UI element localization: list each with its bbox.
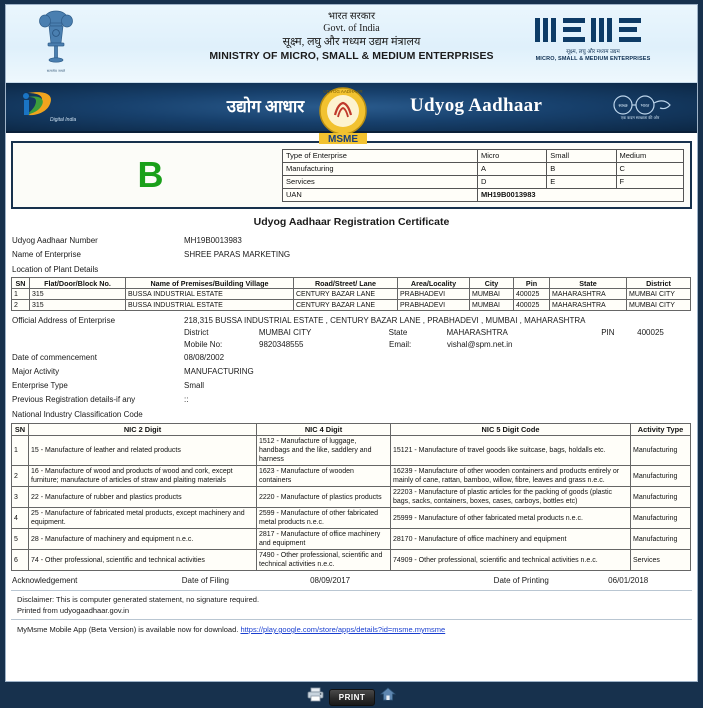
date-commencement-row: [6, 351, 697, 365]
cell-district: MUMBAI CITY: [627, 300, 691, 311]
cell-nic-2digit: 22 - Manufacture of rubber and plastics products: [29, 487, 257, 508]
svg-text:भारत: भारत: [640, 103, 650, 108]
table-row: [283, 188, 684, 201]
cell-nic-2digit: 16 - Manufacture of wood and products of wood and cork, except furniture; manufacture of articles of straw and plaiting materials: [29, 466, 257, 487]
cell-nic-sn: 5: [12, 529, 29, 550]
district-label: District: [184, 328, 209, 337]
email-value: vishal@spm.net.in: [447, 340, 513, 349]
udyog-aadhaar-banner: [6, 83, 697, 145]
mobile-app-line: [11, 619, 692, 638]
cell-nic-4digit: 1623 - Manufacture of wooden containers: [257, 466, 391, 487]
date-of-filing-value: 08/09/2017: [310, 576, 351, 585]
enterprise-type-value: Small: [184, 381, 205, 390]
enterprise-name-label: Name of Enterprise: [12, 250, 81, 259]
cell-nic-2digit: 25 - Manufacture of fabricated metal products, except machinery and equipment.: [29, 508, 257, 529]
enterprise-name-row: [6, 248, 697, 262]
cell-pin: 400025: [514, 289, 550, 300]
uan-label: UAN: [283, 188, 478, 201]
msme-bars: [513, 15, 673, 45]
banner-title-hindi: उद्योग आधार: [226, 97, 305, 116]
table-row: [283, 162, 684, 175]
cell-activity-type: Manufacturing: [631, 529, 691, 550]
cell-activity-type: Manufacturing: [631, 487, 691, 508]
col-city: City: [470, 278, 514, 289]
cell-nic-2digit: 74 - Other professional, scientific and technical activities: [29, 550, 257, 571]
home-icon[interactable]: [380, 687, 396, 707]
cell-city: MUMBAI: [470, 300, 514, 311]
mobile-app-text: MyMsme Mobile App (Beta Version) is available now for download.: [17, 625, 239, 634]
col-flat-door-block: Flat/Door/Block No.: [30, 278, 126, 289]
cell-area: PRABHADEVI: [398, 289, 470, 300]
date-of-printing-label: Date of Printing: [493, 576, 549, 585]
state-label: State: [388, 328, 408, 337]
table-row: [12, 487, 691, 508]
printer-icon[interactable]: [307, 687, 324, 707]
cell-nic-sn: 6: [12, 550, 29, 571]
cell-pin: 400025: [514, 300, 550, 311]
udyog-aadhaar-number-label: Udyog Aadhaar Number: [12, 236, 98, 245]
district-value: MUMBAI CITY: [258, 328, 312, 337]
cell-state: MAHARASHTRA: [550, 289, 627, 300]
nic-section-label: National Industry Classification Code: [12, 410, 143, 419]
msme-subtitle-english: MICRO, SMALL & MEDIUM ENTERPRISES: [535, 56, 651, 62]
previous-registration-label: Previous Registration details-if any: [12, 395, 136, 404]
cell-sn: 1: [12, 289, 30, 300]
cell-nic-2digit: 15 - Manufacture of leather and related products: [29, 436, 257, 466]
date-commencement-value: 08/08/2002: [184, 353, 225, 362]
table-row: [283, 149, 684, 162]
cell-nic-5digit: 28170 - Manufacture of office machinery and equipment: [391, 529, 631, 550]
enterprise-type-box: [11, 141, 692, 209]
svg-text:MSME: MSME: [328, 134, 358, 145]
col-pin: Pin: [514, 278, 550, 289]
ministry-hindi: सूक्ष्म, लघु और मध्यम उद्यम मंत्रालय: [282, 36, 421, 48]
table-row: [12, 466, 691, 487]
enterprise-type-label: Enterprise Type: [12, 381, 68, 390]
plant-details-table: [11, 277, 691, 311]
table-row: [12, 300, 691, 311]
udyog-aadhaar-number-value: MH19B0013983: [184, 236, 242, 245]
page-title: Udyog Aadhaar Registration Certificate: [253, 216, 450, 228]
banner-title-english: Udyog Aadhaar: [410, 95, 543, 116]
udyog-aadhaar-seal-icon: [308, 85, 378, 147]
etype-services-micro: D: [477, 175, 546, 188]
cell-activity-type: Services: [631, 550, 691, 571]
official-address-block: [6, 311, 697, 351]
cell-nic-sn: 1: [12, 436, 29, 466]
col-district: District: [627, 278, 691, 289]
etype-manufacturing-medium: C: [616, 162, 683, 175]
disclaimer-block: [11, 590, 692, 616]
address-district-state-row: [6, 327, 697, 339]
msme-subtitle-hindi: सूक्ष्म, लघु और मध्यम उद्यम: [566, 49, 620, 55]
etype-manufacturing-small: B: [547, 162, 616, 175]
location-plant-label: Location of Plant Details: [12, 265, 99, 274]
etype-header-label: Type of Enterprise: [283, 149, 478, 162]
cell-activity-type: Manufacturing: [631, 508, 691, 529]
col-nic-sn: SN: [12, 424, 29, 436]
official-address-label: Official Address of Enterprise: [12, 316, 116, 325]
govt-india-hindi: भारत सरकार: [327, 11, 376, 22]
udyog-aadhaar-number-row: [6, 234, 697, 248]
col-road-street-lane: Road/Street/ Lane: [294, 278, 398, 289]
email-label: Email:: [389, 340, 412, 349]
cell-nic-4digit: 1512 - Manufacture of luggage, handbags and the like, saddlery and harness: [257, 436, 391, 466]
etype-services-label: Services: [283, 175, 478, 188]
govt-india-english: Govt. of India: [323, 23, 380, 34]
col-state: State: [550, 278, 627, 289]
official-address-value: 218,315 BUSSA INDUSTRIAL ESTATE , CENTURY BAZAR LANE , PRABHADEVI , MUMBAI , MAHARASHTRA: [184, 316, 586, 325]
official-address-row: [6, 315, 697, 327]
col-nic-2digit: NIC 2 Digit: [29, 424, 257, 436]
enterprise-type-table: [282, 149, 684, 202]
play-store-link[interactable]: https://play.google.com/store/apps/details?id=msme.mymsme: [240, 625, 446, 634]
ministry-english: MINISTRY OF MICRO, SMALL & MEDIUM ENTERPRISES: [209, 50, 494, 62]
cell-nic-5digit: 16239 - Manufacture of other wooden containers and products entirely or mainly of cane, rattan, bamboo, willow, fibre, leaves and grass n.e.c.: [391, 466, 631, 487]
date-of-printing-value: 06/01/2018: [608, 576, 649, 585]
col-area-locality: Area/Locality: [398, 278, 470, 289]
cell-district: MUMBAI CITY: [627, 289, 691, 300]
document-header: [6, 5, 697, 83]
enterprise-name-value: SHREE PARAS MARKETING: [184, 250, 291, 259]
etype-header-medium: Medium: [616, 149, 683, 162]
disclaimer-line-2: Printed from udyogaadhaar.gov.in: [17, 606, 130, 615]
pin-label: PIN: [601, 328, 615, 337]
enterprise-type-row: [6, 379, 697, 393]
col-premises-name: Name of Premises/Building Village: [126, 278, 294, 289]
cell-nic-sn: 4: [12, 508, 29, 529]
previous-registration-row: [6, 393, 697, 407]
print-toolbar: [0, 686, 703, 708]
disclaimer-line-1: Disclaimer: This is computer generated statement, no signature required.: [17, 595, 260, 604]
cell-nic-5digit: 74909 - Other professional, scientific and technical activities n.e.c.: [391, 550, 631, 571]
table-row: [12, 436, 691, 466]
table-row: [283, 175, 684, 188]
date-commencement-label: Date of commencement: [12, 353, 97, 362]
emblem-caption: सत्यमेव जयते: [46, 69, 66, 73]
etype-services-medium: F: [616, 175, 683, 188]
pin-value: 400025: [637, 328, 664, 337]
cell-state: MAHARASHTRA: [550, 300, 627, 311]
col-activity-type: Activity Type: [631, 424, 691, 436]
cell-nic-5digit: 22203 - Manufacture of plastic articles for the packing of goods (plastic bags, sacks, containers, boxes, cases, carboys, bottles etc): [391, 487, 631, 508]
cell-area: PRABHADEVI: [398, 300, 470, 311]
table-header-row: [12, 424, 691, 436]
cell-nic-4digit: 2599 - Manufacture of other fabricated metal products n.e.c.: [257, 508, 391, 529]
print-button[interactable]: PRINT: [329, 689, 376, 706]
previous-registration-value: ::: [184, 395, 189, 404]
cell-nic-5digit: 15121 - Manufacture of travel goods like suitcase, bags, holdalls etc.: [391, 436, 631, 466]
cell-road: CENTURY BAZAR LANE: [294, 289, 398, 300]
cell-premises: BUSSA INDUSTRIAL ESTATE: [126, 300, 294, 311]
state-value: MAHARASHTRA: [446, 328, 508, 337]
cell-flat: 315: [30, 289, 126, 300]
cell-city: MUMBAI: [470, 289, 514, 300]
mobile-label: Mobile No:: [184, 340, 223, 349]
cell-nic-4digit: 2220 - Manufacture of plastics products: [257, 487, 391, 508]
uan-value: MH19B0013983: [477, 188, 683, 201]
cell-sn: 2: [12, 300, 30, 311]
major-activity-label: Major Activity: [12, 367, 60, 376]
svg-text:UDYOG AADHAAR: UDYOG AADHAAR: [323, 89, 363, 94]
svg-text:स्वच्छ: स्वच्छ: [618, 103, 628, 108]
table-row: [12, 289, 691, 300]
acknowledgement-label: Acknowledgement: [12, 576, 78, 585]
etype-header-small: Small: [547, 149, 616, 162]
nic-code-table: [11, 423, 691, 571]
cell-nic-4digit: 7490 - Other professional, scientific and technical activities n.e.c.: [257, 550, 391, 571]
msme-logo-icon: [513, 15, 673, 62]
cell-nic-4digit: 2817 - Manufacture of office machinery and equipment: [257, 529, 391, 550]
etype-manufacturing-micro: A: [477, 162, 546, 175]
col-nic-5digit: NIC 5 Digit Code: [391, 424, 631, 436]
table-row: [12, 550, 691, 571]
col-sn: SN: [12, 278, 30, 289]
table-row: [12, 529, 691, 550]
date-of-filing-label: Date of Filing: [181, 576, 229, 585]
cell-nic-2digit: 28 - Manufacture of machinery and equipment n.e.c.: [29, 529, 257, 550]
grade-letter: B: [137, 154, 164, 195]
mobile-value: 9820348555: [259, 340, 304, 349]
digital-india-caption: Digital India: [50, 117, 77, 123]
etype-manufacturing-label: Manufacturing: [283, 162, 478, 175]
col-nic-4digit: NIC 4 Digit: [257, 424, 391, 436]
table-header-row: [12, 278, 691, 289]
certificate-body: [6, 141, 697, 638]
cell-flat: 315: [30, 300, 126, 311]
etype-header-micro: Micro: [477, 149, 546, 162]
cell-activity-type: Manufacturing: [631, 436, 691, 466]
certificate-frame: [5, 4, 698, 682]
cell-activity-type: Manufacturing: [631, 466, 691, 487]
etype-services-small: E: [547, 175, 616, 188]
cell-road: CENTURY BAZAR LANE: [294, 300, 398, 311]
cell-nic-sn: 2: [12, 466, 29, 487]
cell-premises: BUSSA INDUSTRIAL ESTATE: [126, 289, 294, 300]
cell-nic-5digit: 25999 - Manufacture of other fabricated metal products n.e.c.: [391, 508, 631, 529]
major-activity-row: [6, 365, 697, 379]
major-activity-value: MANUFACTURING: [184, 367, 254, 376]
address-mobile-email-row: [6, 339, 697, 351]
table-row: [12, 508, 691, 529]
cell-nic-sn: 3: [12, 487, 29, 508]
svg-text:एक कदम स्वच्छता की ओर: एक कदम स्वच्छता की ओर: [620, 115, 660, 120]
spectacles-logo-icon: [601, 93, 679, 125]
acknowledgement-row: [6, 571, 697, 590]
